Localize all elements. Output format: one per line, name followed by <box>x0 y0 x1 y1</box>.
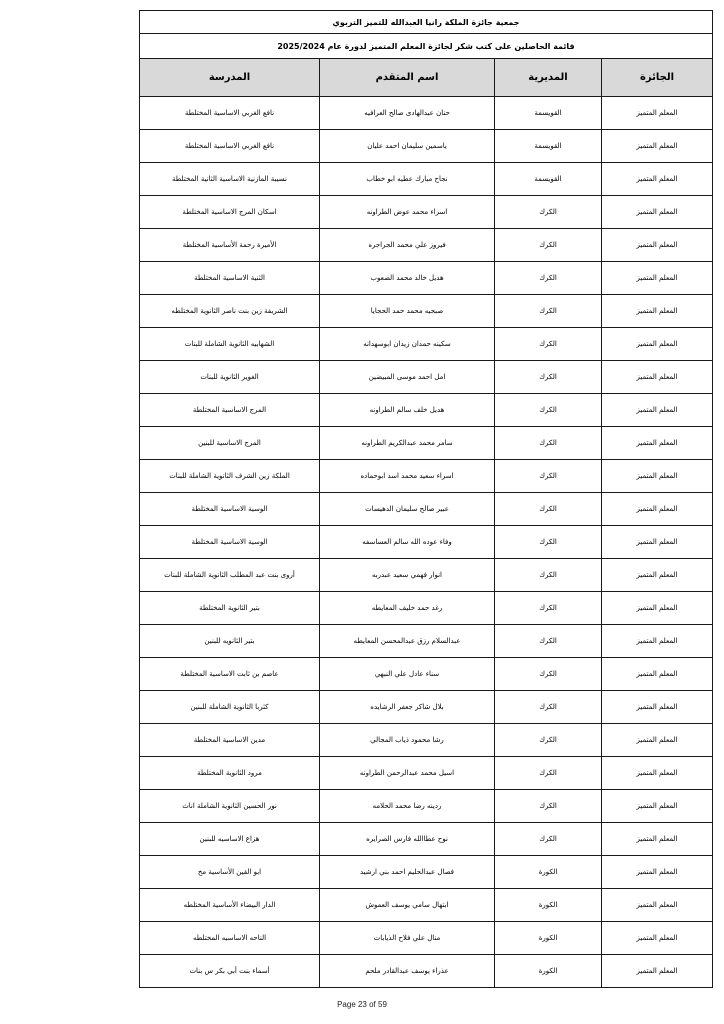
cell-name: عبير صالح سليمان الدهيسات <box>320 493 495 526</box>
cell-name: ياسمين سليمان احمد عليان <box>320 130 495 163</box>
table-row <box>140 361 713 394</box>
table-row <box>140 790 713 823</box>
column-header-directorate: المديرية <box>495 59 602 97</box>
cell-school: الشريفة زين بنت ناصر الثانوية المختلطه <box>140 295 320 328</box>
cell-directorate: الكرك <box>495 757 602 790</box>
title-row <box>140 11 713 34</box>
cell-award: المعلم المتميز <box>602 262 713 295</box>
cell-name: نجاح مبارك عطيه ابو خطاب <box>320 163 495 196</box>
table-row <box>140 493 713 526</box>
cell-directorate: الكرك <box>495 658 602 691</box>
table-row <box>140 460 713 493</box>
cell-award: المعلم المتميز <box>602 130 713 163</box>
cell-school: عاصم بن ثابت الاساسية المختلطة <box>140 658 320 691</box>
cell-directorate: القويسمة <box>495 97 602 130</box>
cell-school: الغوير الثانوية للبنات <box>140 361 320 394</box>
cell-award: المعلم المتميز <box>602 757 713 790</box>
table-row <box>140 427 713 460</box>
table-row <box>140 889 713 922</box>
cell-name: هديل خلف سالم الطراونه <box>320 394 495 427</box>
cell-directorate: الكرك <box>495 592 602 625</box>
document-subtitle: قائمة الحاصلين على كتب شكر لجائزة المعلم المتميز لدورة عام 2025/2024 <box>140 34 713 59</box>
cell-directorate: الكرك <box>495 328 602 361</box>
cell-name: عبدالسلام رزق عبدالمحسن المعايطه <box>320 625 495 658</box>
cell-award: المعلم المتميز <box>602 592 713 625</box>
table-row <box>140 856 713 889</box>
cell-award: المعلم المتميز <box>602 922 713 955</box>
table-row <box>140 559 713 592</box>
cell-name: سامر محمد عبدالكريم الطراونه <box>320 427 495 460</box>
cell-name: اسراء محمد عوض الطراونه <box>320 196 495 229</box>
cell-name: بلال شاكر جعفر الرشايده <box>320 691 495 724</box>
cell-name: منال علي فلاح الذيابات <box>320 922 495 955</box>
table-row <box>140 328 713 361</box>
cell-directorate: الكرك <box>495 361 602 394</box>
cell-name: اسيل محمد عبدالرحمن الطراونه <box>320 757 495 790</box>
cell-name: انوار فهمي سعيد عبدربه <box>320 559 495 592</box>
table-row <box>140 196 713 229</box>
table-row <box>140 262 713 295</box>
table-row <box>140 691 713 724</box>
cell-directorate: الكرك <box>495 262 602 295</box>
cell-name: وفاء عوده الله سالم العساسفه <box>320 526 495 559</box>
cell-school: ابو القين الأساسية مخ <box>140 856 320 889</box>
table-row <box>140 658 713 691</box>
cell-name: فيروز علي محمد الجراجره <box>320 229 495 262</box>
cell-school: كثربا الثانوية الشاملة للبنين <box>140 691 320 724</box>
cell-school: الناحه الاساسيه المختلطه <box>140 922 320 955</box>
cell-directorate: الكرك <box>495 295 602 328</box>
cell-school: الوسية الاساسية المختلطة <box>140 493 320 526</box>
cell-directorate: الكورة <box>495 955 602 988</box>
table-row <box>140 823 713 856</box>
cell-name: هديل خالد محمد الصعوب <box>320 262 495 295</box>
cell-award: المعلم المتميز <box>602 889 713 922</box>
cell-school: الأميرة رحمة الأساسية المختلطة <box>140 229 320 262</box>
cell-name: فصال عبدالحليم احمد بني ارشيد <box>320 856 495 889</box>
cell-award: المعلم المتميز <box>602 229 713 262</box>
cell-award: المعلم المتميز <box>602 691 713 724</box>
cell-name: ردينه رضا محمد الحلامه <box>320 790 495 823</box>
cell-directorate: الكرك <box>495 493 602 526</box>
cell-school: بتير الثانوية المختلطة <box>140 592 320 625</box>
cell-name: صبحيه محمد حمد الحجايا <box>320 295 495 328</box>
cell-directorate: الكرك <box>495 790 602 823</box>
cell-school: المرج الاساسية للبنين <box>140 427 320 460</box>
subtitle-row <box>140 34 713 59</box>
table-row <box>140 295 713 328</box>
table-body <box>140 97 713 988</box>
cell-award: المعلم المتميز <box>602 955 713 988</box>
cell-directorate: الكرك <box>495 691 602 724</box>
cell-directorate: القويسمة <box>495 130 602 163</box>
column-header-name: اسم المتقدم <box>320 59 495 97</box>
cell-award: المعلم المتميز <box>602 460 713 493</box>
table-row <box>140 130 713 163</box>
cell-school: الملكة زين الشرف الثانوية الشاملة للبنات <box>140 460 320 493</box>
cell-directorate: الكرك <box>495 394 602 427</box>
cell-name: حنان عبدالهادى صالح العرافيه <box>320 97 495 130</box>
table-row <box>140 526 713 559</box>
table-row <box>140 724 713 757</box>
cell-name: نوح عطاالله فارس الصرايره <box>320 823 495 856</box>
cell-award: المعلم المتميز <box>602 559 713 592</box>
table-row <box>140 229 713 262</box>
cell-name: سكينه حمدان زيدان ابوسهدانه <box>320 328 495 361</box>
cell-directorate: الكرك <box>495 196 602 229</box>
cell-name: ابتهال سامي يوسف العموش <box>320 889 495 922</box>
cell-name: رشا محمود ذياب المجالي <box>320 724 495 757</box>
cell-directorate: الكرك <box>495 823 602 856</box>
cell-directorate: الكرك <box>495 625 602 658</box>
table-row <box>140 955 713 988</box>
cell-award: المعلم المتميز <box>602 97 713 130</box>
cell-directorate: الكرك <box>495 526 602 559</box>
cell-award: المعلم المتميز <box>602 328 713 361</box>
cell-award: المعلم المتميز <box>602 295 713 328</box>
cell-award: المعلم المتميز <box>602 196 713 229</box>
cell-school: نافع الغربي الاساسية المختلطة <box>140 97 320 130</box>
cell-directorate: الكرك <box>495 229 602 262</box>
cell-award: المعلم المتميز <box>602 724 713 757</box>
cell-school: نور الحسين الثانوية الشاملة اناث <box>140 790 320 823</box>
cell-school: الثنية الاساسية المختلطة <box>140 262 320 295</box>
cell-name: امل احمد موسى المبيضين <box>320 361 495 394</box>
document-title: جمعية جائزة الملكة رانيا العبدالله للتميز التربوي <box>140 11 713 34</box>
cell-award: المعلم المتميز <box>602 625 713 658</box>
table-row <box>140 592 713 625</box>
cell-school: الدار البيضاء الأساسية المختلطه <box>140 889 320 922</box>
cell-name: رغد حمد خليف المعايطه <box>320 592 495 625</box>
column-header-school: المدرسة <box>140 59 320 97</box>
table-row <box>140 757 713 790</box>
table-row <box>140 625 713 658</box>
cell-school: اسكان المرج الاساسية المختلطة <box>140 196 320 229</box>
cell-directorate: الكورة <box>495 889 602 922</box>
cell-name: اسراء سعيد محمد اسد ابوحماده <box>320 460 495 493</box>
cell-directorate: القويسمة <box>495 163 602 196</box>
cell-award: المعلم المتميز <box>602 658 713 691</box>
table-row <box>140 97 713 130</box>
cell-award: المعلم المتميز <box>602 526 713 559</box>
cell-school: الشهابيه الثانوية الشاملة للبنات <box>140 328 320 361</box>
cell-school: بتير الثانويه للبنين <box>140 625 320 658</box>
cell-directorate: الكرك <box>495 460 602 493</box>
cell-name: عذراء يوسف عبدالقادر ملحم <box>320 955 495 988</box>
cell-directorate: الكرك <box>495 724 602 757</box>
page-number: Page 23 of 59 <box>337 1000 387 1009</box>
cell-award: المعلم المتميز <box>602 823 713 856</box>
cell-school: نسيبة المازنية الاساسية الثانية المختلطة <box>140 163 320 196</box>
table-row <box>140 922 713 955</box>
table-row <box>140 163 713 196</box>
cell-school: أروى بنت عبد المطلب الثانوية الشاملة للبنات <box>140 559 320 592</box>
cell-school: مرود الثانوية المختلطة <box>140 757 320 790</box>
cell-directorate: الكورة <box>495 922 602 955</box>
cell-award: المعلم المتميز <box>602 394 713 427</box>
column-header-award: الجائزة <box>602 59 713 97</box>
awards-table <box>139 10 713 988</box>
cell-name: سناء عادل علي النبهي <box>320 658 495 691</box>
cell-school: نافع الغربي الاساسية المختلطة <box>140 130 320 163</box>
cell-school: المرج الاساسية المختلطة <box>140 394 320 427</box>
cell-award: المعلم المتميز <box>602 163 713 196</box>
cell-award: المعلم المتميز <box>602 790 713 823</box>
cell-directorate: الكرك <box>495 427 602 460</box>
column-header-row <box>140 59 713 97</box>
cell-school: أسماء بنت أبي بكر س بنات <box>140 955 320 988</box>
cell-school: هزاع الاساسيه للبنين <box>140 823 320 856</box>
cell-award: المعلم المتميز <box>602 361 713 394</box>
cell-school: الوسية الاساسية المختلطة <box>140 526 320 559</box>
cell-award: المعلم المتميز <box>602 856 713 889</box>
cell-directorate: الكورة <box>495 856 602 889</box>
cell-directorate: الكرك <box>495 559 602 592</box>
cell-award: المعلم المتميز <box>602 427 713 460</box>
cell-school: مدين الاساسية المختلطة <box>140 724 320 757</box>
cell-award: المعلم المتميز <box>602 493 713 526</box>
table-row <box>140 394 713 427</box>
